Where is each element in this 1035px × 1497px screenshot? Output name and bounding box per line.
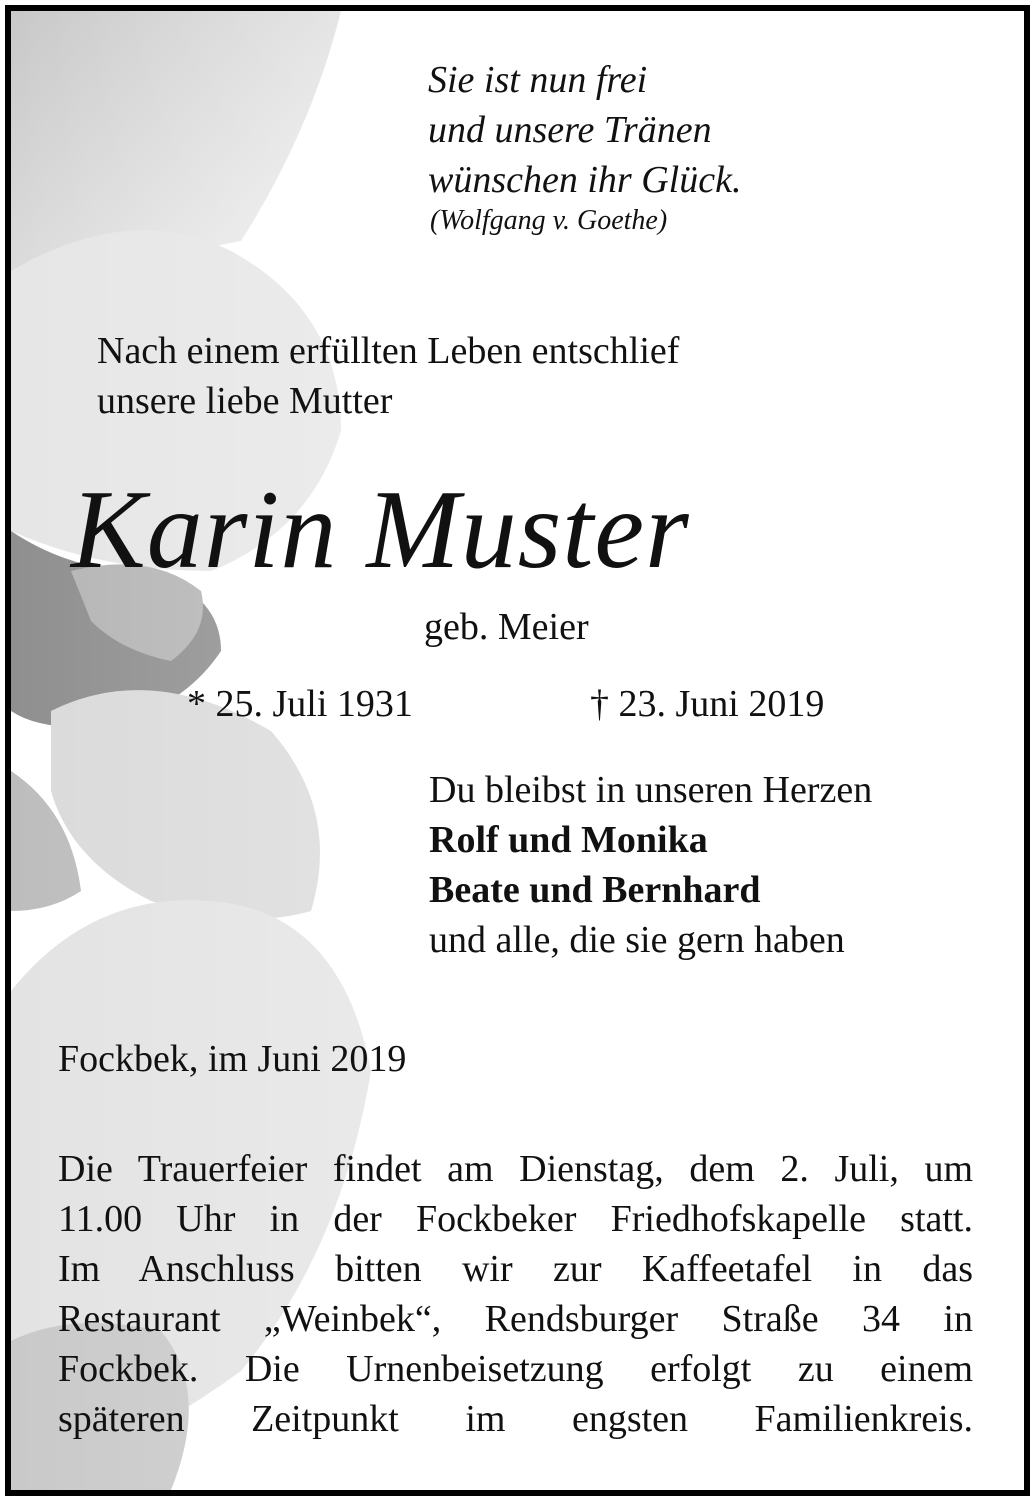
maiden-name: geb. Meier (424, 606, 589, 648)
service-line-5: Fockbek. Die Urnenbeisetzung erfolgt zu einem (58, 1348, 973, 1390)
death-date: † 23. Juni 2019 (590, 683, 825, 725)
service-line-6: späteren Zeitpunkt im engsten Familienkreis. (58, 1398, 973, 1440)
mourner-name-2: Beate und Bernhard (429, 869, 761, 911)
intro-line-2: unsere liebe Mutter (97, 380, 393, 422)
birth-date: * 25. Juli 1931 (187, 683, 413, 725)
service-line-2: 11.00 Uhr in der Fockbeker Friedhofskapelle statt. (58, 1198, 973, 1240)
place-date: Fockbek, im Juni 2019 (58, 1038, 407, 1080)
intro-line-1: Nach einem erfüllten Leben entschlief (97, 330, 680, 372)
service-info (58, 1144, 973, 1444)
mourners-closing: und alle, die sie gern haben (429, 919, 845, 961)
deceased-name: Karin Muster (71, 468, 690, 592)
quote-source: (Wolfgang v. Goethe) (430, 205, 668, 236)
quote-line-2: und unsere Tränen (428, 109, 712, 151)
service-line-1: Die Trauerfeier findet am Dienstag, dem 2. Juli, um (58, 1148, 973, 1190)
obituary-frame (5, 5, 1030, 1496)
service-line-3: Im Anschluss bitten wir zur Kaffeetafel in das (58, 1248, 973, 1290)
quote-line-1: Sie ist nun frei (428, 59, 648, 101)
mourners-intro: Du bleibst in unseren Herzen (429, 769, 873, 811)
quote-line-3: wünschen ihr Glück. (428, 159, 742, 201)
mourner-name-1: Rolf und Monika (429, 819, 708, 861)
service-line-4: Restaurant „Weinbek“, Rendsburger Straße 34 in (58, 1298, 973, 1340)
